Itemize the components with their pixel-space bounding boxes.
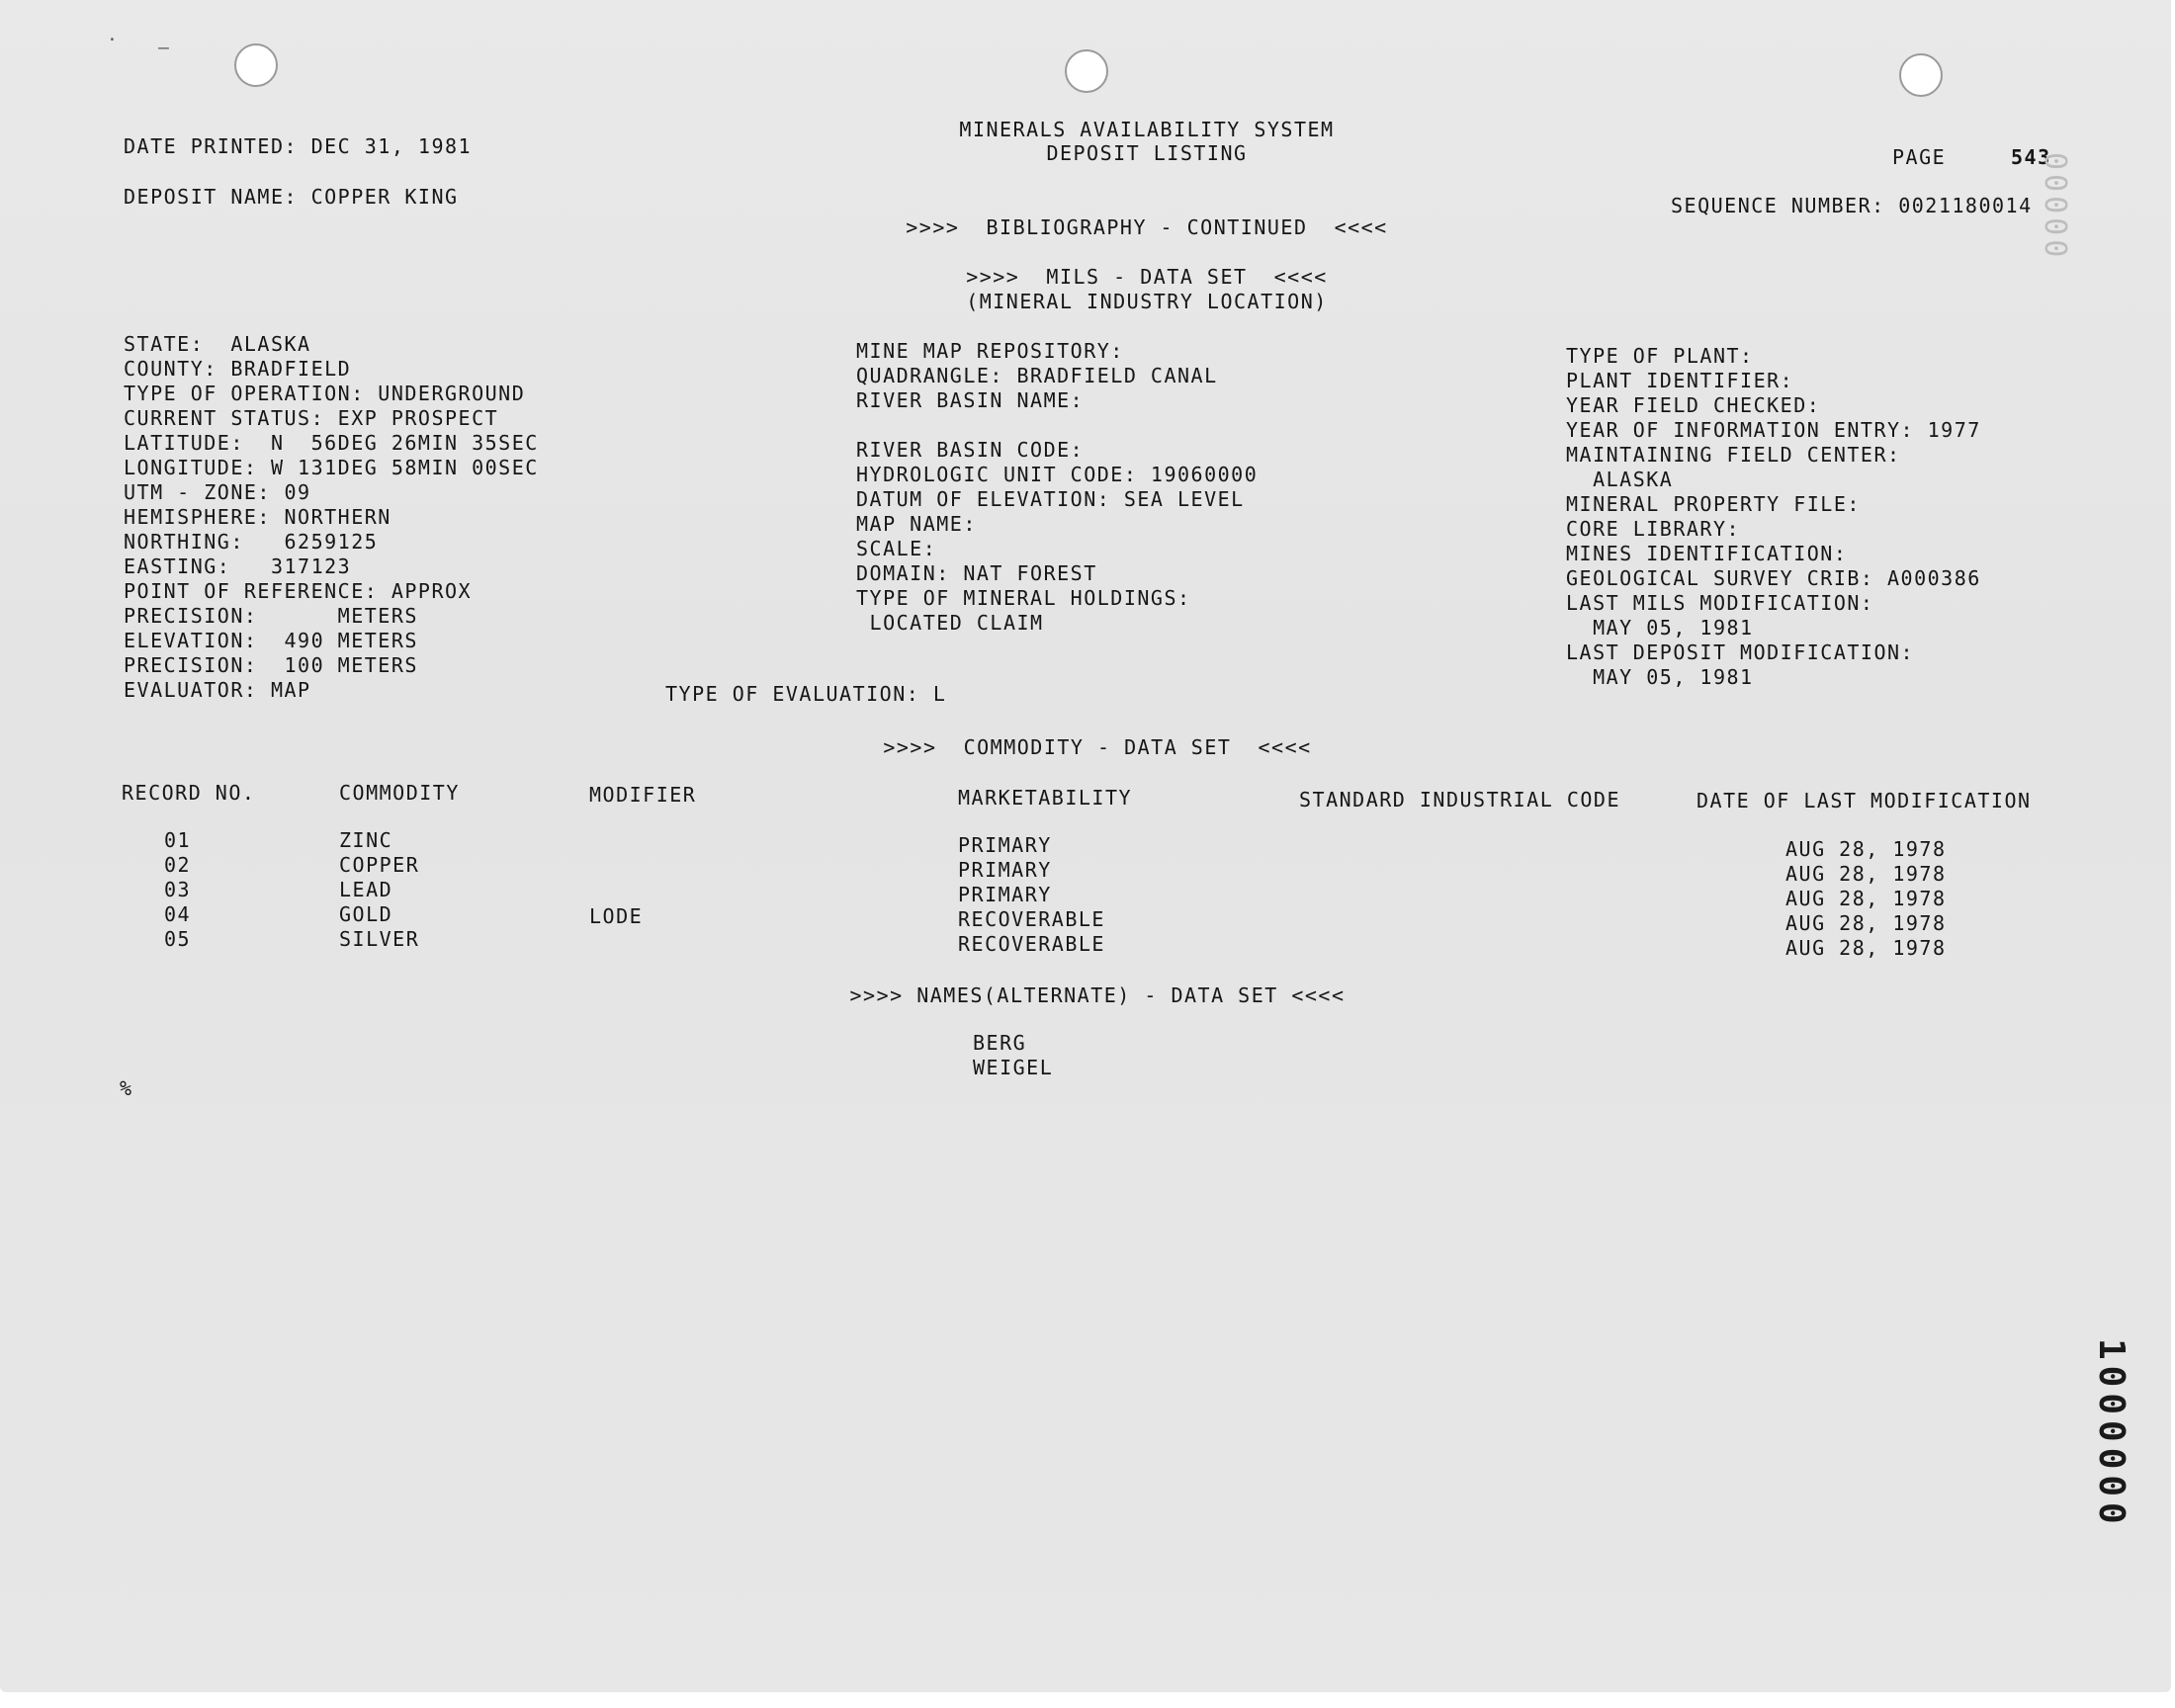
cell-record: 05	[164, 927, 192, 951]
field-line: COUNTY: BRADFIELD	[124, 357, 352, 381]
section-mils: >>>> MILS - DATA SET <<<<	[966, 265, 1328, 289]
section-bibliography: >>>> BIBLIOGRAPHY - CONTINUED <<<<	[906, 215, 1388, 239]
cell-commodity: GOLD	[339, 902, 393, 926]
field-line: EVALUATOR: MAP	[124, 678, 311, 702]
field-line: MAY 05, 1981	[1566, 616, 1754, 640]
sequence-number: SEQUENCE NUMBER: 0021180014	[1671, 194, 2033, 217]
cell-date: AUG 28, 1978	[1785, 837, 1947, 861]
cell-commodity: SILVER	[339, 927, 420, 951]
listing-title: DEPOSIT LISTING	[1046, 141, 1248, 165]
field-line: PRECISION: 100 METERS	[124, 653, 418, 677]
end-mark: %	[120, 1076, 133, 1100]
field-line: PLANT IDENTIFIER:	[1566, 369, 1794, 392]
header-marketability: MARKETABILITY	[958, 786, 1133, 810]
cell-record: 04	[164, 902, 192, 926]
section-mils-subtitle: (MINERAL INDUSTRY LOCATION)	[966, 290, 1328, 313]
system-title: MINERALS AVAILABILITY SYSTEM	[959, 118, 1335, 141]
alternate-name: BERG	[973, 1031, 1027, 1055]
cell-commodity: LEAD	[339, 878, 393, 901]
field-line: LONGITUDE: W 131DEG 58MIN 00SEC	[124, 456, 539, 479]
punch-hole-center	[1065, 49, 1108, 93]
commodity-section-title: >>>> COMMODITY - DATA SET <<<<	[883, 735, 1312, 759]
cell-marketability: PRIMARY	[958, 858, 1052, 882]
field-line: RIVER BASIN NAME:	[856, 388, 1085, 412]
page-number: 543	[2011, 145, 2051, 169]
field-line: MAP NAME:	[856, 512, 977, 536]
field-line: DATUM OF ELEVATION: SEA LEVEL	[856, 487, 1245, 511]
field-line: QUADRANGLE: BRADFIELD CANAL	[856, 364, 1218, 387]
cell-marketability: PRIMARY	[958, 883, 1052, 906]
cell-date: AUG 28, 1978	[1785, 911, 1947, 935]
header-sic: STANDARD INDUSTRIAL CODE	[1299, 788, 1620, 811]
header-commodity: COMMODITY	[339, 781, 460, 805]
punch-hole-left	[234, 43, 278, 87]
cell-date: AUG 28, 1978	[1785, 887, 1947, 910]
date-printed: DATE PRINTED: DEC 31, 1981	[124, 134, 473, 158]
field-line: MINES IDENTIFICATION:	[1566, 542, 1848, 565]
field-line: LAST DEPOSIT MODIFICATION:	[1566, 640, 1915, 664]
names-section-title: >>>> NAMES(ALTERNATE) - DATA SET <<<<	[849, 983, 1346, 1007]
field-line: SCALE:	[856, 537, 937, 560]
field-line: NORTHING: 6259125	[124, 530, 379, 554]
cell-date: AUG 28, 1978	[1785, 936, 1947, 960]
header-record-no: RECORD NO.	[122, 781, 256, 805]
field-line: RIVER BASIN CODE:	[856, 438, 1085, 462]
cell-record: 02	[164, 853, 192, 877]
field-line: EASTING: 317123	[124, 555, 352, 578]
cell-record: 01	[164, 828, 192, 852]
cell-commodity: COPPER	[339, 853, 420, 877]
field-line: LATITUDE: N 56DEG 26MIN 35SEC	[124, 431, 539, 455]
stray-mark: —	[158, 38, 169, 58]
cell-marketability: PRIMARY	[958, 833, 1052, 857]
field-line: TYPE OF OPERATION: UNDERGROUND	[124, 382, 526, 405]
alternate-name: WEIGEL	[973, 1056, 1054, 1079]
cell-date: AUG 28, 1978	[1785, 862, 1947, 886]
field-line: ALASKA	[1566, 468, 1674, 491]
field-line: TYPE OF PLANT:	[1566, 344, 1754, 368]
field-line: LOCATED CLAIM	[856, 611, 1044, 635]
field-line: DOMAIN: NAT FOREST	[856, 561, 1097, 585]
deposit-name: DEPOSIT NAME: COPPER KING	[124, 185, 459, 209]
side-stamp-bottom: 1000000	[2091, 1338, 2132, 1530]
field-line: POINT OF REFERENCE: APPROX	[124, 579, 473, 603]
field-line: UTM - ZONE: 09	[124, 480, 311, 504]
field-line: GEOLOGICAL SURVEY CRIB: A000386	[1566, 566, 1981, 590]
field-line: TYPE OF MINERAL HOLDINGS:	[856, 586, 1191, 610]
field-line: CORE LIBRARY:	[1566, 517, 1741, 541]
type-of-evaluation: TYPE OF EVALUATION: L	[665, 682, 947, 706]
cell-record: 03	[164, 878, 192, 901]
field-line: ELEVATION: 490 METERS	[124, 629, 418, 652]
field-line: MINERAL PROPERTY FILE:	[1566, 492, 1861, 516]
cell-marketability: RECOVERABLE	[958, 932, 1105, 956]
header-modifier: MODIFIER	[589, 783, 697, 807]
cell-marketability: RECOVERABLE	[958, 907, 1105, 931]
field-line: MAY 05, 1981	[1566, 665, 1754, 689]
field-line: LAST MILS MODIFICATION:	[1566, 591, 1874, 615]
cell-commodity: ZINC	[339, 828, 393, 852]
punch-hole-right	[1899, 53, 1943, 97]
field-line: HEMISPHERE: NORTHERN	[124, 505, 392, 529]
field-line: CURRENT STATUS: EXP PROSPECT	[124, 406, 499, 430]
header-date: DATE OF LAST MODIFICATION	[1696, 789, 2032, 812]
field-line: PRECISION: METERS	[124, 604, 418, 628]
cell-modifier: LODE	[589, 904, 644, 928]
field-line: YEAR FIELD CHECKED:	[1566, 393, 1821, 417]
field-line: YEAR OF INFORMATION ENTRY: 1977	[1566, 418, 1981, 442]
field-line: MINE MAP REPOSITORY:	[856, 339, 1124, 363]
side-stamp-top: 00000	[2038, 152, 2072, 262]
page-label: PAGE	[1892, 145, 1947, 169]
stray-mark: ·	[107, 30, 118, 50]
field-line: MAINTAINING FIELD CENTER:	[1566, 443, 1901, 467]
field-line: STATE: ALASKA	[124, 332, 311, 356]
field-line: HYDROLOGIC UNIT CODE: 19060000	[856, 463, 1259, 486]
